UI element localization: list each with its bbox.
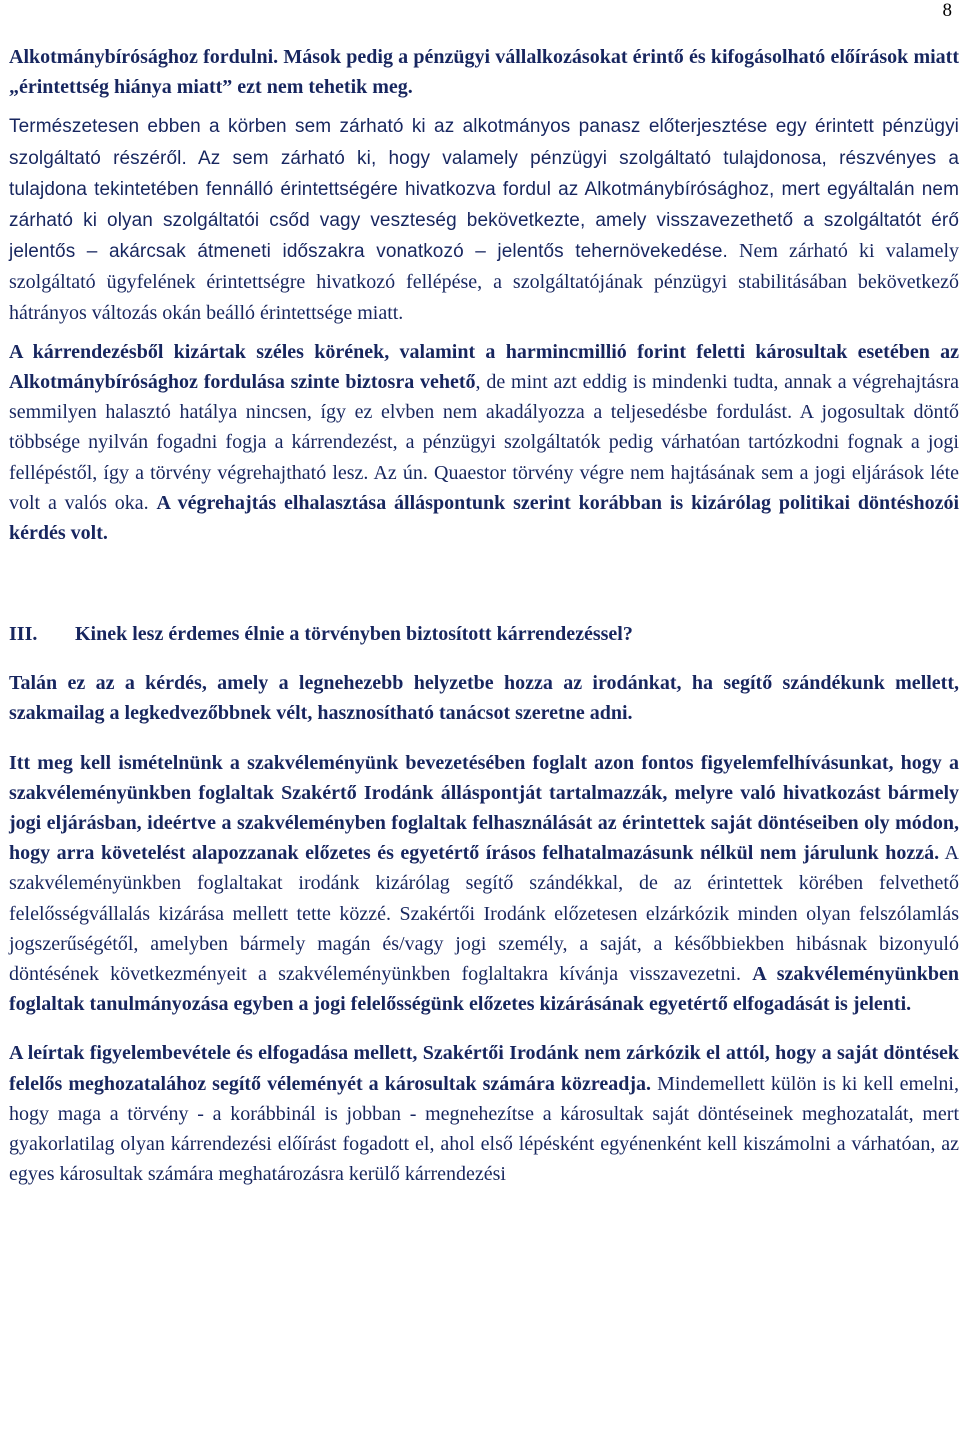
paragraph-6-run-2: Mindemellett külön is ki kell emelni, hogy maga a törvény - a korábbinál is jobban - megnehezítse a károsultak saját döntéseinek meghozatalát, mert gyakorlatilag olyan kárrendezési előírást fogadott el, ahol első lépésként egyénenként kell kiszámolni a várhatóan, az egyes károsultak számára meghatározásra kerülő kárrendezési (9, 1072, 959, 1186)
paragraph-3-run-1: A kárrendezésből kizártak széles körének, valamint a harmincmillió forint feletti károsultak esetében az Alkotmánybírósághoz fordulása szinte biztosra vehető (9, 340, 959, 394)
paragraph-6-run-1: A leírtak figyelembevétele és elfogadása mellett, Szakértői Irodánk nem zárkózik el attól, hogy a saját döntések felelős meghozatalához segítő véleményét a károsultak számára közreadja. (9, 1042, 959, 1095)
section-title: Kinek lesz érdemes élnie a törvényben biztosított kárrendezéssel? (75, 623, 633, 646)
paragraph-4 (9, 668, 959, 728)
paragraph-5-run-2: A szakvéleményünkben foglaltakat irodánk kizárólag segítő szándékkal, de az érintettek körében felvethető felelősségvállalás kizárása mellett tette közzé. Szakértői Irodánk előzetesen elzárkózik minden olyan felszólamlás jogszerűségétől, amelyben bármely magán és/vagy jogi személy, a saját, a későbbiekben hibásnak bizonyuló döntésének következményeit a szakvéleményünkben foglaltakra kívánja visszavezetni. (9, 842, 959, 986)
paragraph-2 (9, 111, 959, 327)
paragraph-2-run-2: Nem zárható ki valamely szolgáltató ügyfelének érintettségre hivatkozó fellépése, a szolgáltatójának pénzügyi stabilitásában bekövetkező hátrányos változás okán beálló érintettsége miatt. (9, 240, 959, 324)
paragraph-2-run-1: Természetesen ebben a körben sem zárható ki az alkotmányos panasz előterjesztése egy érintett pénzügyi szolgáltató részéről. Az sem zárható ki, hogy valamely pénzügyi szolgáltató tulajdonosa, részvényes a tulajdona tekintetében fennálló érintettségére hivatkozva fordul az Alkotmánybírósághoz, mert egyáltalán nem zárható ki olyan szolgáltatói csőd vagy veszteség bekövetkezte, amely visszavezethető a szolgáltatót érő jelentős – akárcsak átmeneti időszakra vonatkozó – jelentős tehernövekedése. (9, 116, 959, 263)
paragraph-5-run-1: Itt meg kell ismételnünk a szakvéleményünk bevezetésében foglalt azon fontos figyelemfelhívásunkat, hogy a szakvéleményünkben foglaltak Szakértő Irodánk álláspontját tartalmazzák, melyre való hivatkozást bármely jogi eljárásban, ideértve a szakvéleményben foglaltak felhasználását az érintettek saját döntéseiben oly módon, hogy arra követelést alapozzanak előzetes és egyetértő írásos felhatalmazásunk nélkül nem járulunk hozzá. (9, 751, 959, 865)
document-body (9, 42, 959, 1190)
paragraph-3-run-2: , de mint azt eddig is mindenki tudta, annak a végrehajtásra semmilyen halasztó hatálya nincsen, így ez elvben nem akadályozza a teljesedésbe fordulást. A jogosultak döntő többsége nyilván fogadni fogja a kárrendezést, a pénzügyi szolgáltatók pedig várhatóan tartózkodni fognak a jogi fellépéstől, így a törvény végrehajtható lesz. Az ún. Quaestor törvény végre nem hajtásának sem a jogi eljárások léte volt a valós oka. (9, 371, 959, 514)
paragraph-3-run-3: A végrehajtás elhalasztása álláspontunk szerint korábban is kizárólag politikai döntéshozói kérdés volt. (9, 491, 959, 545)
paragraph-6 (9, 1038, 959, 1189)
paragraph-4-text: Talán ez az a kérdés, amely a legnehezebb helyzetbe hozza az irodánkat, ha segítő szándékunk mellett, szakmailag a legkedvezőbbnek vélt, hasznosítható tanácsot szeretne adni. (9, 672, 959, 725)
paragraph-5 (9, 748, 959, 1020)
section-heading (9, 619, 959, 649)
paragraph-1-text: Alkotmánybírósághoz fordulni. Mások pedig a pénzügyi vállalkozásokat érintő és kifogásolható előírások miatt „érintettség hiánya miatt” ezt nem tehetik meg. (9, 46, 959, 99)
page-number: 8 (942, 0, 952, 21)
section-number: III. (9, 623, 38, 646)
paragraph-1 (9, 42, 959, 102)
paragraph-3 (9, 337, 959, 548)
paragraph-5-run-3: A szakvéleményünkben foglaltak tanulmányozása egyben a jogi felelősségünk előzetes kizárásának egyetértő elfogadását is jelenti. (9, 963, 959, 1016)
